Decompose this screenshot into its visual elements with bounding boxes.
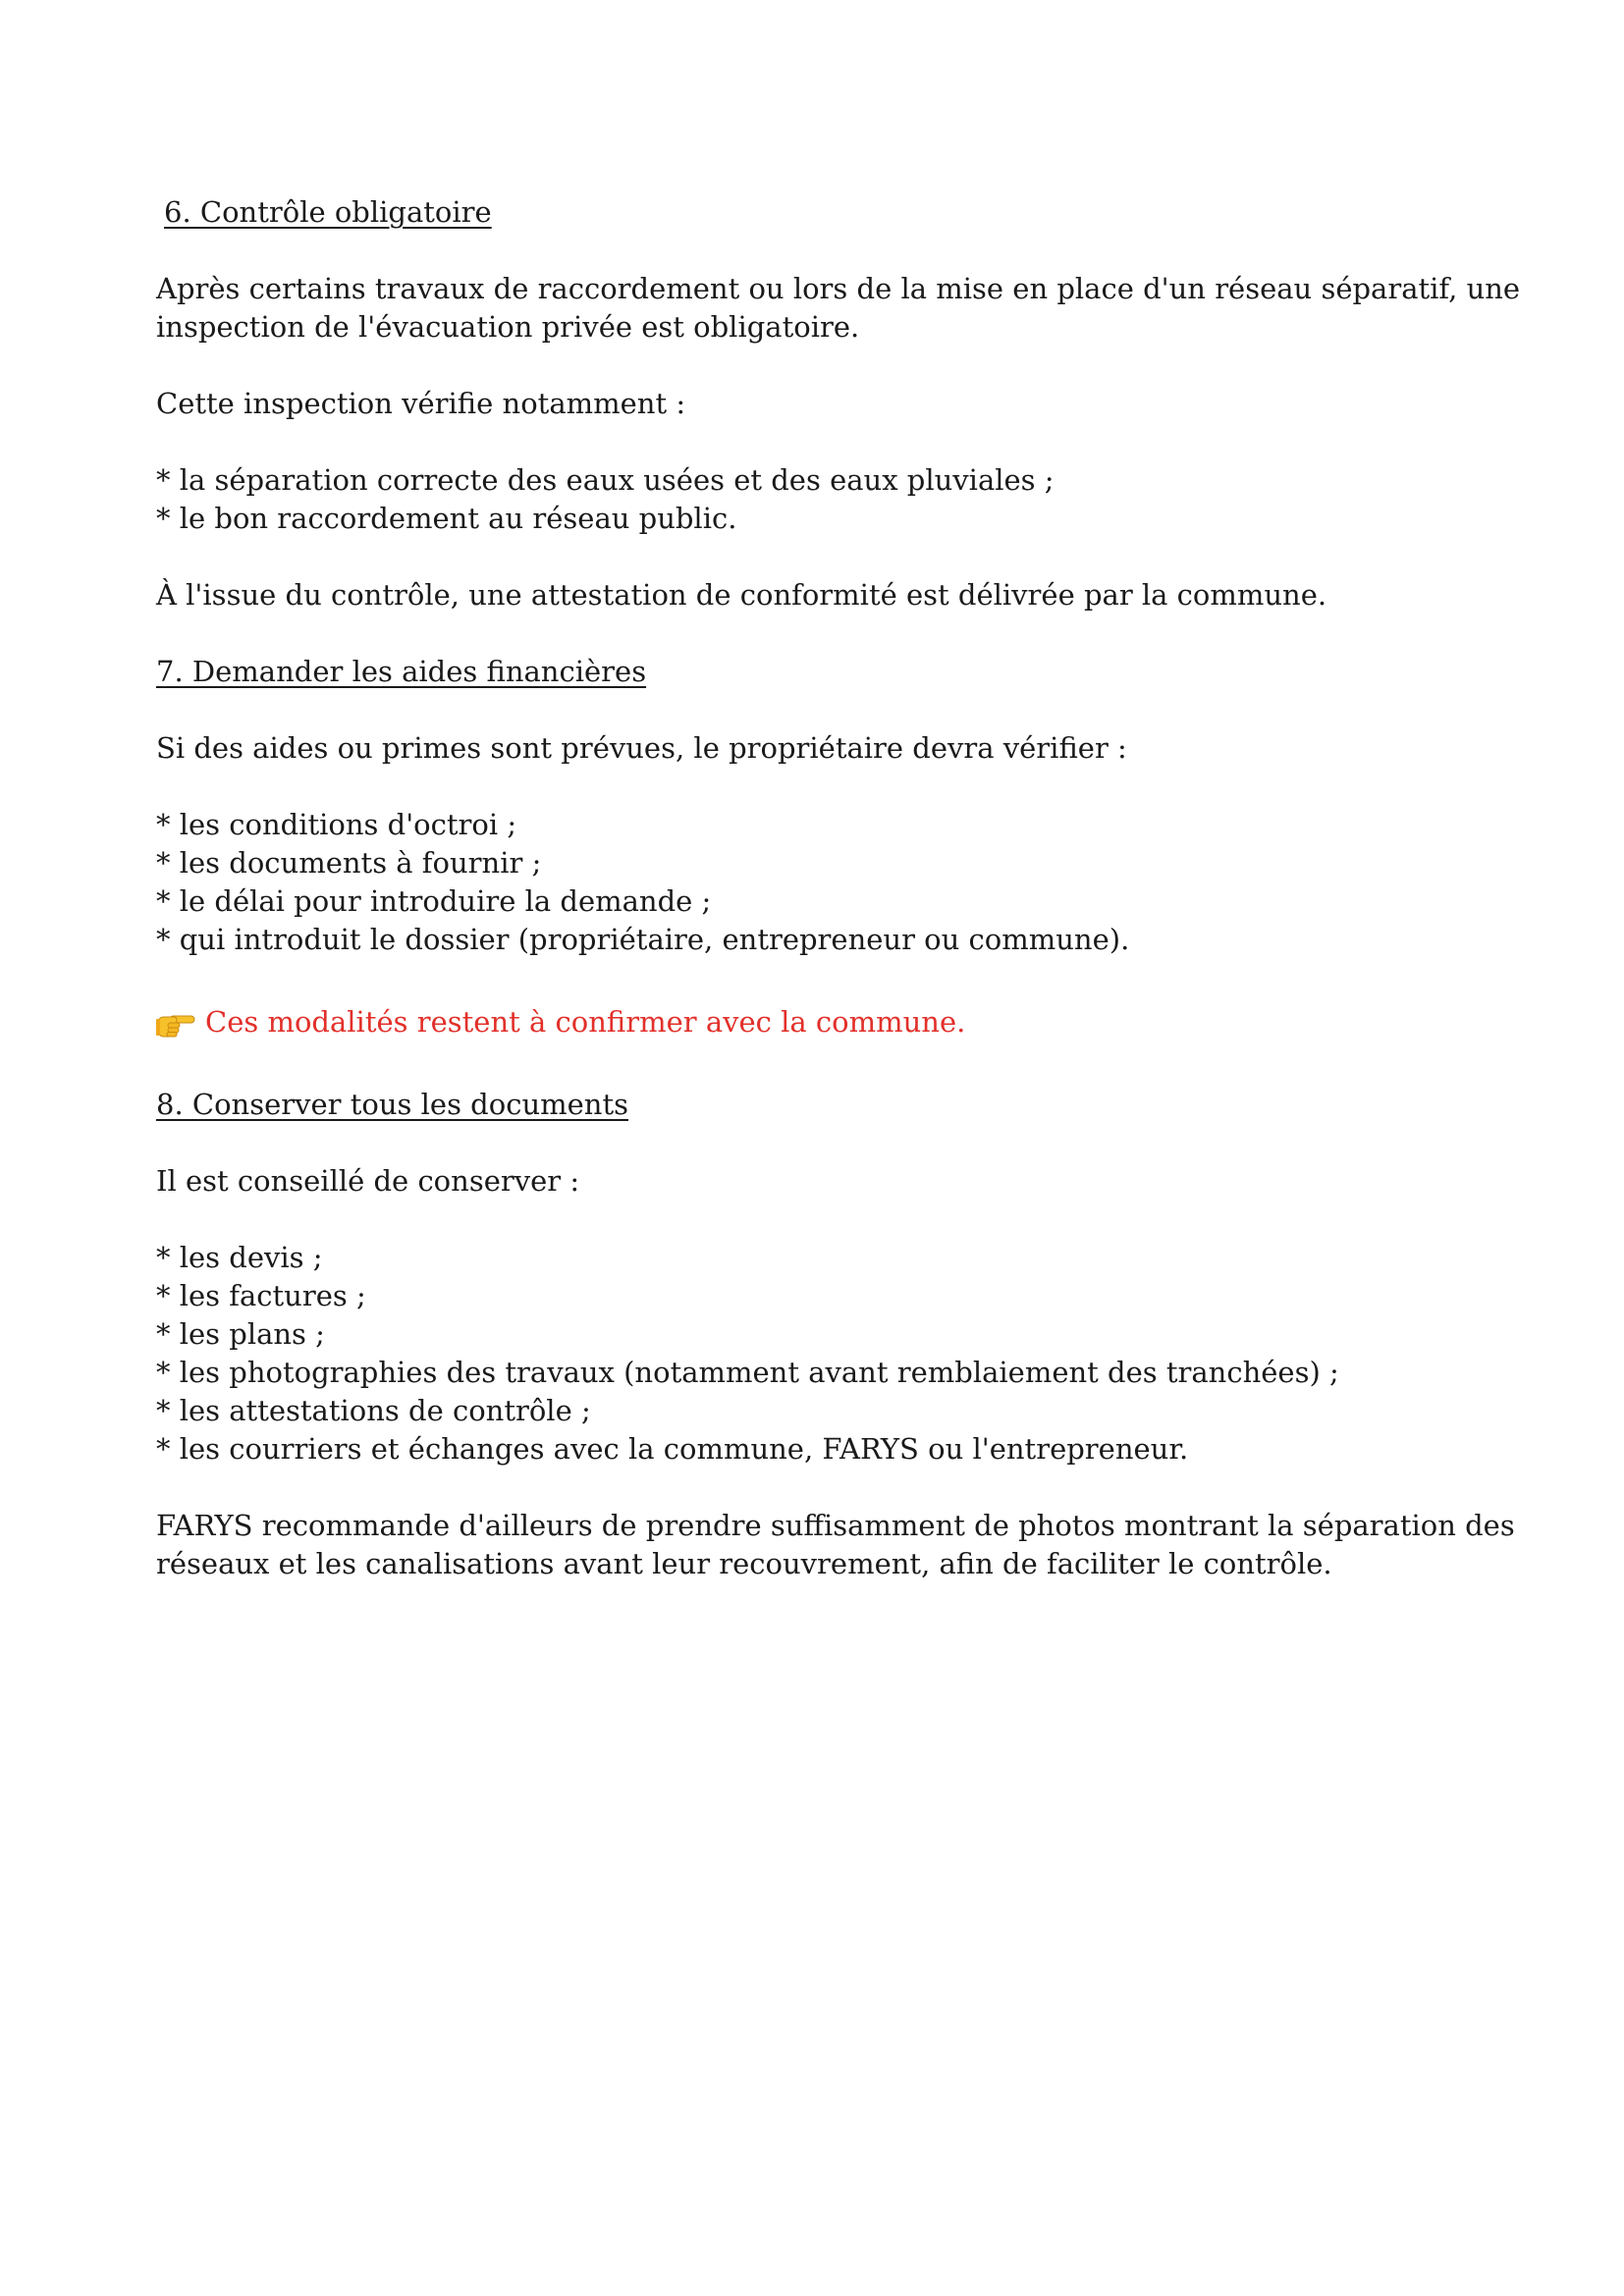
list-item: * les attestations de contrôle ; [156,1394,591,1427]
section-8-paragraph-1: Il est conseillé de conserver : [156,1164,580,1198]
section-7-note-text: Ces modalités restent à confirmer avec la commune. [205,1005,966,1039]
list-item: * les devis ; [156,1241,323,1274]
list-item: * les conditions d'octroi ; [156,808,517,841]
section-8-paragraph-2-line-1: FARYS recommande d'ailleurs de prendre suffisamment de photos montrant la séparation des [156,1509,1515,1542]
list-item: * qui introduit le dossier (propriétaire, entrepreneur ou commune). [156,923,1130,956]
section-6-paragraph-1-line-2: inspection de l'évacuation privée est obligatoire. [156,310,860,344]
section-6-paragraph-2: Cette inspection vérifie notamment : [156,387,686,420]
section-8-heading: 8. Conserver tous les documents [156,1088,628,1121]
list-item: * les plans ; [156,1317,325,1351]
section-6-paragraph-1-line-1: Après certains travaux de raccordement ou lors de la mise en place d'un réseau séparatif, une [156,272,1521,305]
section-6-heading: 6. Contrôle obligatoire [164,195,492,229]
section-8-bullet-list [156,1239,1452,1468]
list-item: * le bon raccordement au réseau public. [156,502,737,535]
section-8-paragraph-2-line-2: réseaux et les canalisations avant leur recouvrement, afin de faciliter le contrôle. [156,1547,1332,1580]
section-7-note [156,1003,1452,1041]
list-item: * le délai pour introduire la demande ; [156,884,712,918]
section-6-bullet-list [156,461,1452,538]
section-7-paragraph-1: Si des aides ou primes sont prévues, le propriétaire devra vérifier : [156,731,1127,765]
page-content [156,193,1521,1583]
backhand-index-pointing-right-icon [156,1009,195,1039]
section-6-paragraph-3: À l'issue du contrôle, une attestation de conformité est délivrée par la commune. [156,578,1327,612]
list-item: * les factures ; [156,1279,366,1312]
list-item: * les documents à fournir ; [156,846,542,880]
section-7-heading: 7. Demander les aides financières [156,655,647,688]
section-7-bullet-list [156,806,1452,959]
list-item: * la séparation correcte des eaux usées et des eaux pluviales ; [156,463,1055,497]
list-item: * les courriers et échanges avec la commune, FARYS ou l'entrepreneur. [156,1432,1189,1466]
list-item: * les photographies des travaux (notamment avant remblaiement des tranchées) ; [156,1356,1339,1389]
